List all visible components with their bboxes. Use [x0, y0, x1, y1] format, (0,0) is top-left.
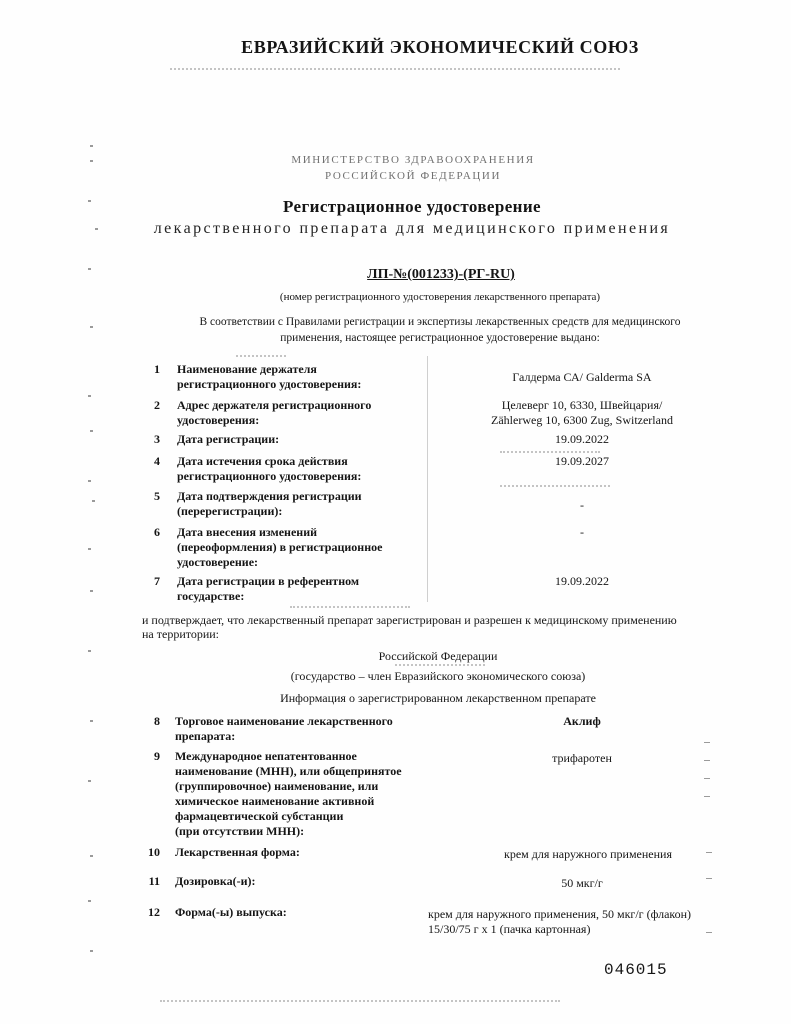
product-info-heading: Информация о зарегистрированном лекарственном препарате [280, 691, 596, 705]
inn-value: трифаротен [552, 751, 612, 765]
certificate-number-wrapper [291, 266, 591, 284]
scan-noise-bottom [160, 1000, 560, 1002]
row-label: Дозировка(-и): [175, 874, 256, 888]
scan-noise-row4 [500, 485, 610, 487]
strength-value: 50 мкг/г [561, 876, 603, 890]
scan-speck [90, 720, 93, 722]
row-number: 4 [154, 454, 160, 468]
release-form-value: крем для наружного применения, 50 мкг/г (флакон) 15/30/75 г х 1 (пачка картонная) [428, 907, 692, 936]
scan-speck [88, 548, 91, 550]
scan-speck [88, 200, 91, 202]
row-number: 6 [154, 525, 160, 539]
scan-noise-row3 [500, 451, 600, 453]
row-number: 9 [154, 749, 160, 763]
scan-speck [92, 500, 95, 502]
row-value: 19.09.2022 [555, 432, 609, 446]
row-number: 10 [148, 845, 160, 859]
row-number: 8 [154, 714, 160, 728]
scan-speck [90, 950, 93, 952]
row-label: Наименование держателя регистрационного удостоверения: [177, 362, 362, 391]
row-label: Дата внесения изменений (переоформления) в регистрационное удостоверение: [177, 525, 383, 569]
row-label: Дата истечения срока действия регистрационного удостоверения: [177, 454, 362, 483]
row-number: 2 [154, 398, 160, 412]
row-value: Галдерма СА/ Galderma SA [512, 370, 652, 384]
scan-tick [704, 742, 710, 743]
scan-tick [704, 778, 710, 779]
scan-speck [90, 430, 93, 432]
row-value: Целеверг 10, 6330, Швейцария/ Zählerweg 10, 6300 Zug, Switzerland [491, 398, 673, 427]
row-label: Форма(-ы) выпуска: [175, 905, 287, 919]
scan-noise-country [395, 664, 485, 666]
table-divider [427, 356, 428, 602]
certificate-number: ЛП-№(001233)-(РГ-RU) [367, 267, 515, 282]
scan-noise-top [170, 68, 620, 70]
country-caption: (государство – член Евразийского экономического союза) [290, 669, 586, 683]
scan-speck [88, 900, 91, 902]
scan-speck [88, 780, 91, 782]
scan-speck [90, 160, 93, 162]
scan-speck [88, 395, 91, 397]
row-label: Дата регистрации в референтном государстве: [177, 574, 360, 603]
row-label: Дата регистрации: [177, 432, 280, 446]
scan-speck [90, 145, 93, 147]
row-value: - [580, 498, 584, 512]
row-label: Дата подтверждения регистрации (перерегистрации): [177, 489, 362, 518]
ministry-line-1: МИНИСТЕРСТВО ЗДРАВООХРАНЕНИЯ [291, 154, 535, 166]
scan-speck [90, 590, 93, 592]
scan-noise-row7 [290, 606, 410, 608]
row-number: 7 [154, 574, 160, 588]
row-value: - [580, 525, 584, 539]
row-number: 11 [148, 874, 160, 888]
certificate-number-caption: (номер регистрационного удостоверения лекарственного препарата) [279, 291, 601, 303]
row-label: Лекарственная форма: [175, 845, 300, 859]
row-label: Торговое наименование лекарственного препарата: [175, 714, 393, 743]
union-title: ЕВРАЗИЙСКИЙ ЭКОНОМИЧЕСКИЙ СОЮЗ [241, 37, 639, 57]
row-number: 5 [154, 489, 160, 503]
intro-paragraph: В соответствии с Правилами регистрации и экспертизы лекарственных средств для медицинского применения, настоящее регистрационное удостоверение выдано: [199, 316, 681, 344]
scan-speck [90, 326, 93, 328]
ministry-line-2: РОССИЙСКОЙ ФЕДЕРАЦИИ [324, 170, 502, 182]
dosage-form-value: крем для наружного применения [503, 847, 672, 861]
row-number: 12 [148, 905, 160, 919]
scan-speck [88, 268, 91, 270]
country-name: Российской Федерации [378, 649, 498, 663]
row-label: Адрес держателя регистрационного удостоверения: [177, 398, 372, 427]
row-number: 1 [154, 362, 160, 376]
certificate-title: Регистрационное удостоверение [283, 197, 541, 216]
serial-number: 046015 [604, 961, 668, 979]
scan-noise-row1 [236, 355, 286, 357]
scan-speck [88, 480, 91, 482]
scan-speck [88, 650, 91, 652]
territory-statement: и подтверждает, что лекарственный препарат зарегистрирован и разрешен к медицинскому применению на территории: [142, 613, 677, 641]
trade-name-value: Аклиф [563, 714, 601, 728]
row-value: 19.09.2027 [555, 454, 609, 468]
certificate-subtitle: лекарственного препарата для медицинского применения [153, 220, 671, 237]
scan-tick [704, 796, 710, 797]
row-number: 3 [154, 432, 160, 446]
row-value: 19.09.2022 [555, 574, 609, 588]
scan-speck [90, 855, 93, 857]
row-label: Международное непатентованное наименование (МНН), или общепринятое (группировочное) наименование, или химическое наименование активной фармацевтической субстанции (при отсутствии МНН): [175, 749, 402, 838]
